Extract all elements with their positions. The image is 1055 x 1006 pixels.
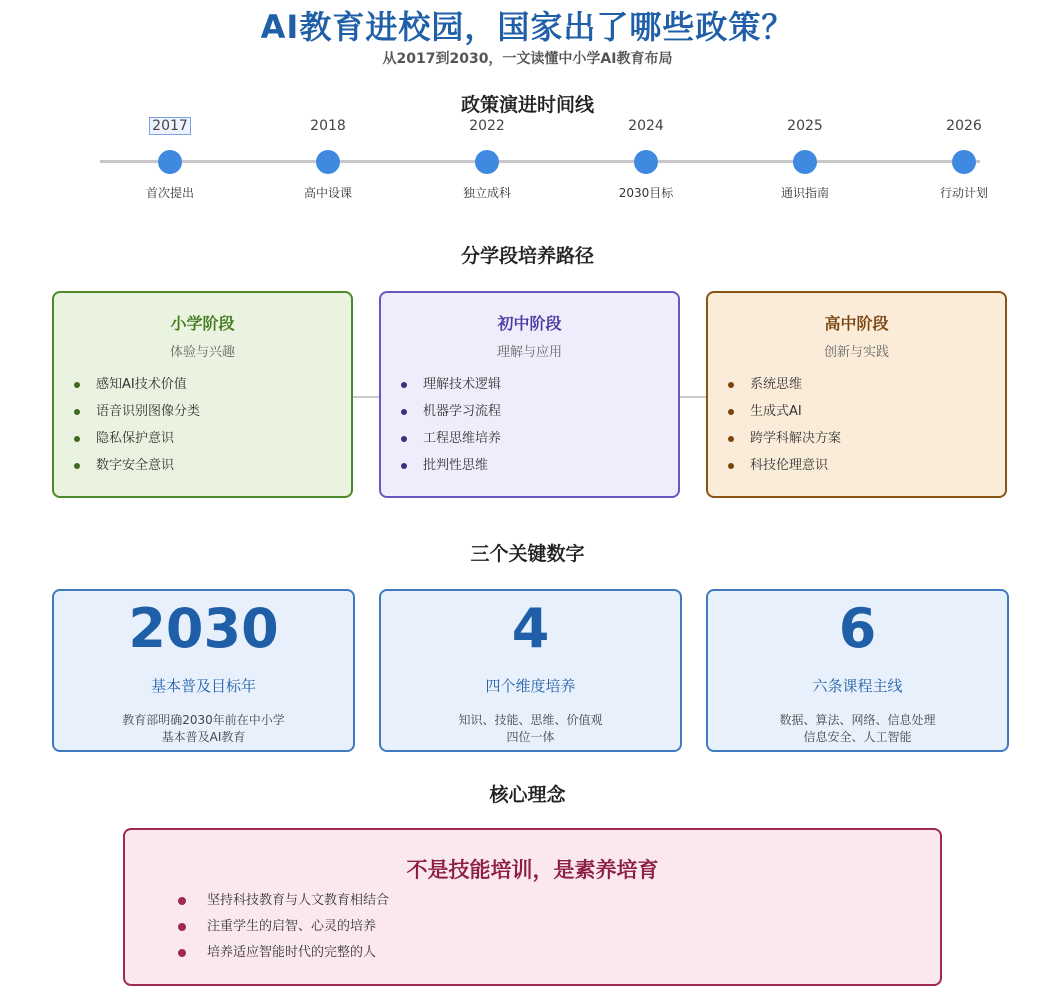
stage-card-middle [379,291,680,498]
list-item: 跨学科解决方案 [728,429,841,456]
stages-heading: 分学段培养路径 [460,245,594,267]
timeline-label: 行动计划 [939,186,988,200]
number-desc: 知识、技能、思维、价值观 四位一体 [458,713,603,744]
stage-card-primary [52,291,353,498]
number-label: 四个维度培养 [485,677,576,695]
list-item: 工程思维培养 [401,429,501,456]
list-item: 坚持科技教育与人文教育相结合 [177,891,389,917]
bullet-dot-icon [74,463,80,469]
timeline-dot [952,150,976,174]
timeline-dot [475,150,499,174]
number-desc: 教育部明确2030年前在中小学 基本普及AI教育 [122,713,285,744]
stage-desc: 体验与兴趣 [169,345,235,360]
numbers-heading: 三个关键数字 [470,543,585,565]
bullet-dot-icon [74,436,80,442]
list-item: 感知AI技术价值 [74,375,200,402]
list-item: 生成式AI [728,402,841,429]
bullet-dot-icon [728,382,734,388]
stage-name: 小学阶段 [170,314,235,333]
timeline-axis-line [100,160,980,163]
core-headline: 不是技能培训，是素养培育 [406,858,659,882]
bullet-dot-icon [728,436,734,442]
number-card-6 [706,589,1009,752]
core-concept-card [123,828,942,986]
timeline-year: 2022 [469,118,505,134]
stage-name: 高中阶段 [824,314,889,333]
timeline-dot [634,150,658,174]
stage-name: 初中阶段 [497,314,562,333]
bullet-dot-icon [401,409,407,415]
timeline-label: 首次提出 [145,186,194,200]
list-item: 数字安全意识 [74,456,200,483]
stage-card-high [706,291,1007,498]
number-value: 2030 [128,597,279,660]
bullet-dot-icon [728,409,734,415]
bullet-dot-icon [74,382,80,388]
list-item: 理解技术逻辑 [401,375,501,402]
list-item: 语音识别图像分类 [74,402,200,429]
timeline-year: 2018 [310,118,346,134]
timeline-dot [158,150,182,174]
timeline-dot [793,150,817,174]
bullet-dot-icon [401,463,407,469]
number-card-4 [379,589,682,752]
bullet-dot-icon [401,382,407,388]
policy-timeline [0,110,1055,210]
timeline-year: 2025 [787,118,823,134]
bullet-dot-icon [728,463,734,469]
number-value: 4 [511,597,550,660]
number-label: 六条课程主线 [812,677,903,695]
timeline-year: 2024 [628,118,664,134]
timeline-year: 2017 [152,118,188,134]
list-item: 隐私保护意识 [74,429,200,456]
bullet-dot-icon [74,409,80,415]
list-item: 注重学生的启智、心灵的培养 [177,917,389,943]
stage-desc: 理解与应用 [496,345,562,360]
timeline-label: 独立成科 [462,186,511,200]
timeline-label: 2030目标 [618,186,674,200]
timeline-dot [316,150,340,174]
stage-item-list [401,375,501,483]
list-item: 系统思维 [728,375,841,402]
page-subtitle: 从2017到2030，一文读懂中小学AI教育布局 [382,51,673,67]
number-value: 6 [838,597,877,660]
number-label: 基本普及目标年 [150,677,256,695]
bullet-dot-icon [178,897,186,905]
list-item: 科技伦理意识 [728,456,841,483]
list-item: 培养适应智能时代的完整的人 [177,943,389,969]
list-item: 批判性思维 [401,456,501,483]
bullet-dot-icon [401,436,407,442]
bullet-dot-icon [178,923,186,931]
core-heading: 核心理念 [489,784,566,806]
number-card-2030 [52,589,355,752]
stage-item-list [728,375,841,483]
timeline-label: 通识指南 [780,186,829,200]
timeline-year: 2026 [946,118,982,134]
page-title: AI教育进校园，国家出了哪些政策？ [260,8,795,46]
timeline-label: 高中设课 [303,186,352,200]
number-desc: 数据、算法、网络、信息处理 信息安全、人工智能 [779,713,936,744]
bullet-dot-icon [178,949,186,957]
stage-desc: 创新与实践 [823,345,889,360]
list-item: 机器学习流程 [401,402,501,429]
timeline-heading: 政策演进时间线 [460,94,594,116]
core-item-list [177,891,389,969]
stage-item-list [74,375,200,483]
